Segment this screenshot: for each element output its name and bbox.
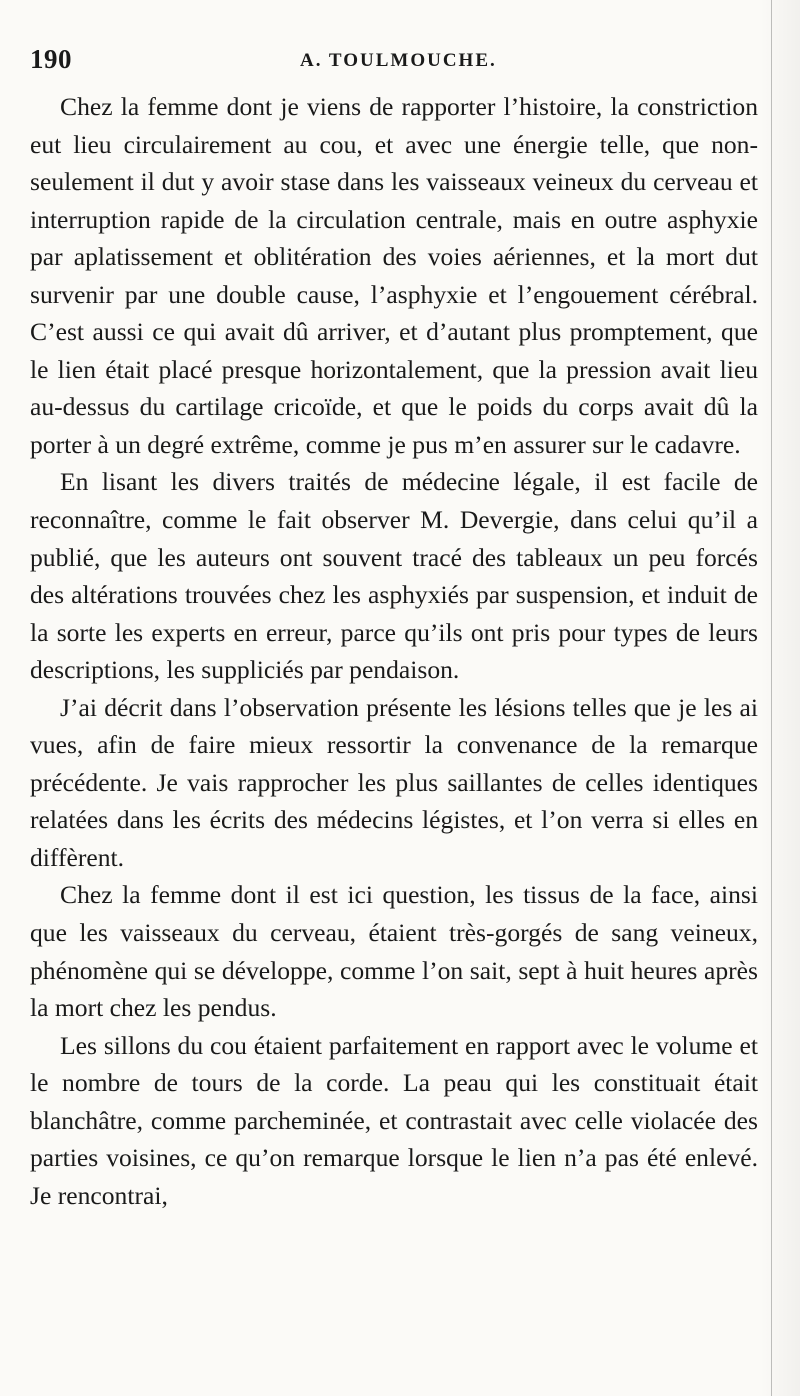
- page-edge-shadow: [760, 0, 800, 1396]
- paragraph-4: Chez la femme dont il est ici question, les tissus de la face, ainsi que les vaisseaux du cerveau, étaient très-gorgés de sang veineux, phénomène qui se développe, comme l’on sait, sept à huit heures après la mort chez les pendus.: [30, 880, 758, 1023]
- page-header: [30, 44, 770, 80]
- running-head: A. TOULMOUCHE.: [300, 50, 497, 71]
- paragraph-5: Les sillons du cou étaient parfaitement en rapport avec le volume et le nombre de tours de la corde. La peau qui les constituait était blanchâtre, comme parcheminée, et contrastait avec celle violacée des parties voisines, ce qu’on remarque lorsque le lien n’a pas été enlevé. Je rencontrai,: [30, 1030, 758, 1210]
- body-text: [30, 88, 758, 1214]
- page-edge-line: [771, 0, 772, 1396]
- page-number: 190: [30, 44, 72, 74]
- paragraph-3: J’ai décrit dans l’observation présente les lésions telles que je les ai vues, afin de faire mieux ressortir la convenance de la remarque précédente. Je vais rapprocher les plus saillantes de celles identiques relatées dans les écrits des médecins légistes, et l’on verra si elles en diffèrent.: [30, 692, 758, 872]
- paragraph-2: En lisant les divers traités de médecine légale, il est facile de reconnaître, comme le fait observer M. Devergie, dans celui qu’il a publié, que les auteurs ont souvent tracé des tableaux un peu forcés des altérations trouvées chez les asphyxiés par suspension, et induit de la sorte les experts en erreur, parce qu’ils ont pris pour types de leurs descriptions, les suppliciés par pendaison.: [30, 467, 758, 685]
- paragraph-1: Chez la femme dont je viens de rapporter l’histoire, la constriction eut lieu circulairement au cou, et avec une énergie telle, que non-seulement il dut y avoir stase dans les vaisseaux veineux du cerveau et interruption rapide de la circulation centrale, mais en outre asphyxie par aplatissement et oblitération des voies aériennes, et la mort dut survenir par une double cause, l’asphyxie et l’engouement cérébral. C’est aussi ce qui avait dû arriver, et d’autant plus promptement, que le lien était placé presque horizontalement, que la pression avait lieu au-dessus du cartilage cricoïde, et que le poids du corps avait dû la porter à un degré extrême, comme je pus m’en assurer sur le cadavre.: [30, 92, 758, 459]
